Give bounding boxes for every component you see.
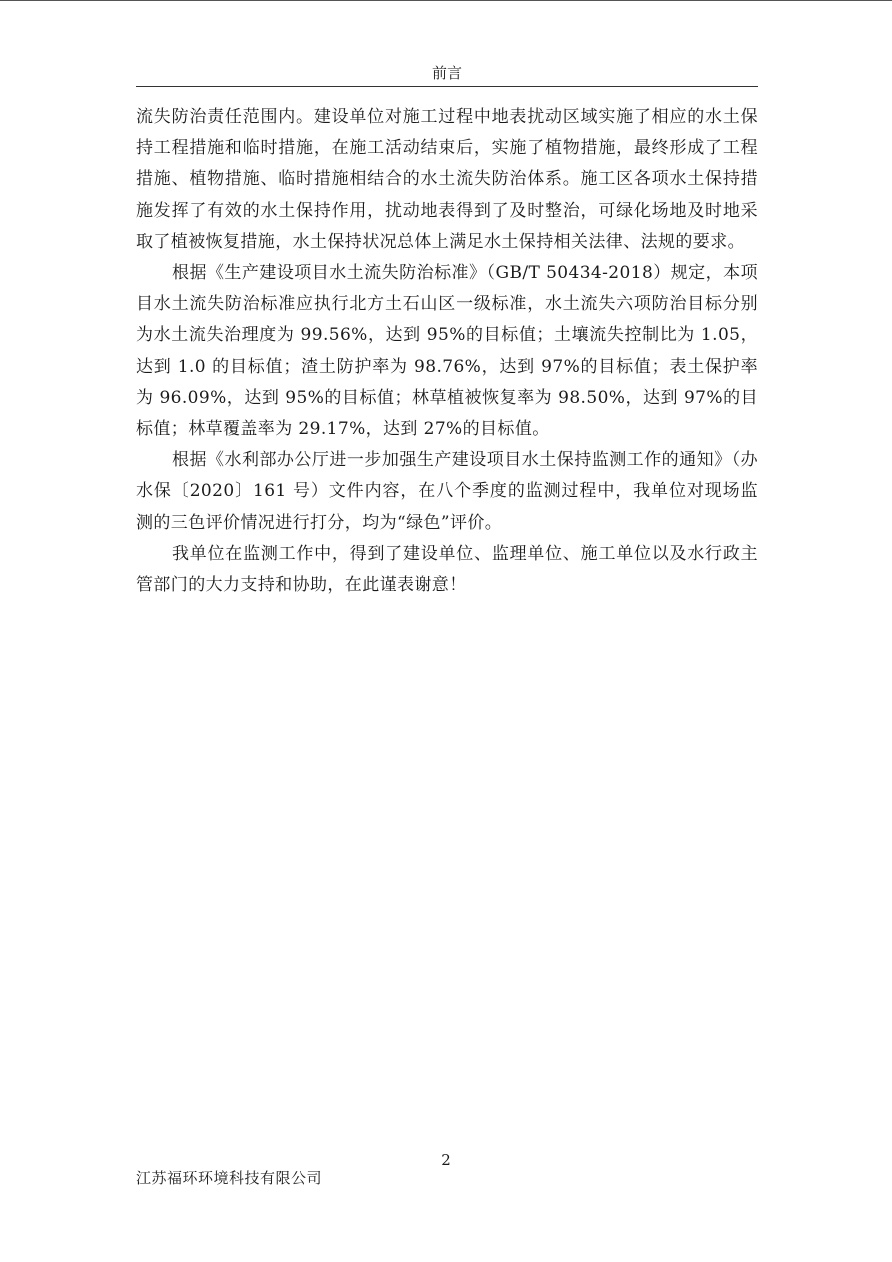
paragraph-monitoring: 根据《水利部办公厅进一步加强生产建设项目水土保持监测工作的通知》（办水保〔2020〕161 号）文件内容，在八个季度的监测过程中，我单位对现场监测的三色评价情况进行打分，均为“绿色”评价。 [136,450,758,533]
header-title: 前言 [431,64,462,82]
running-header [136,62,758,87]
company-name-footer: 江苏福环环境科技有限公司 [136,1169,323,1187]
paragraph-continued: 流失防治责任范围内。建设单位对施工过程中地表扰动区域实施了相应的水土保持工程措施和临时措施，在施工活动结束后，实施了植物措施，最终形成了工程措施、植物措施、临时措施相结合的水土流失防治体系。施工区各项水土保持措施发挥了有效的水土保持作用，扰动地表得到了及时整治，可绿化场地及时地采取了植被恢复措施，水土保持状况总体上满足水土保持相关法律、法规的要求。 [136,107,758,252]
paragraph-acknowledgement: 我单位在监测工作中，得到了建设单位、监理单位、施工单位以及水行政主管部门的大力支持和协助，在此谨表谢意！ [136,543,758,596]
page-top-border [0,0,892,1]
page-number: 2 [441,1151,451,1169]
paragraph-standards: 根据《生产建设项目水土流失防治标准》（GB/T 50434-2018）规定，本项目水土流失防治标准应执行北方土石山区一级标准，水土流失六项防治目标分别为水土流失治理度为 99.56%，达到 95%的目标值；土壤流失控制比为 1.05，达到 1.0 的目标值；渣土防护率为 98.76%，达到 97%的目标值；表土保护率为 96.09%，达到 95%的目标值；林草植被恢复率为 98.50%，达到 97%的目标值；林草覆盖率为 29.17%，达到 27%的目标值。 [136,263,758,440]
document-body [136,102,758,601]
